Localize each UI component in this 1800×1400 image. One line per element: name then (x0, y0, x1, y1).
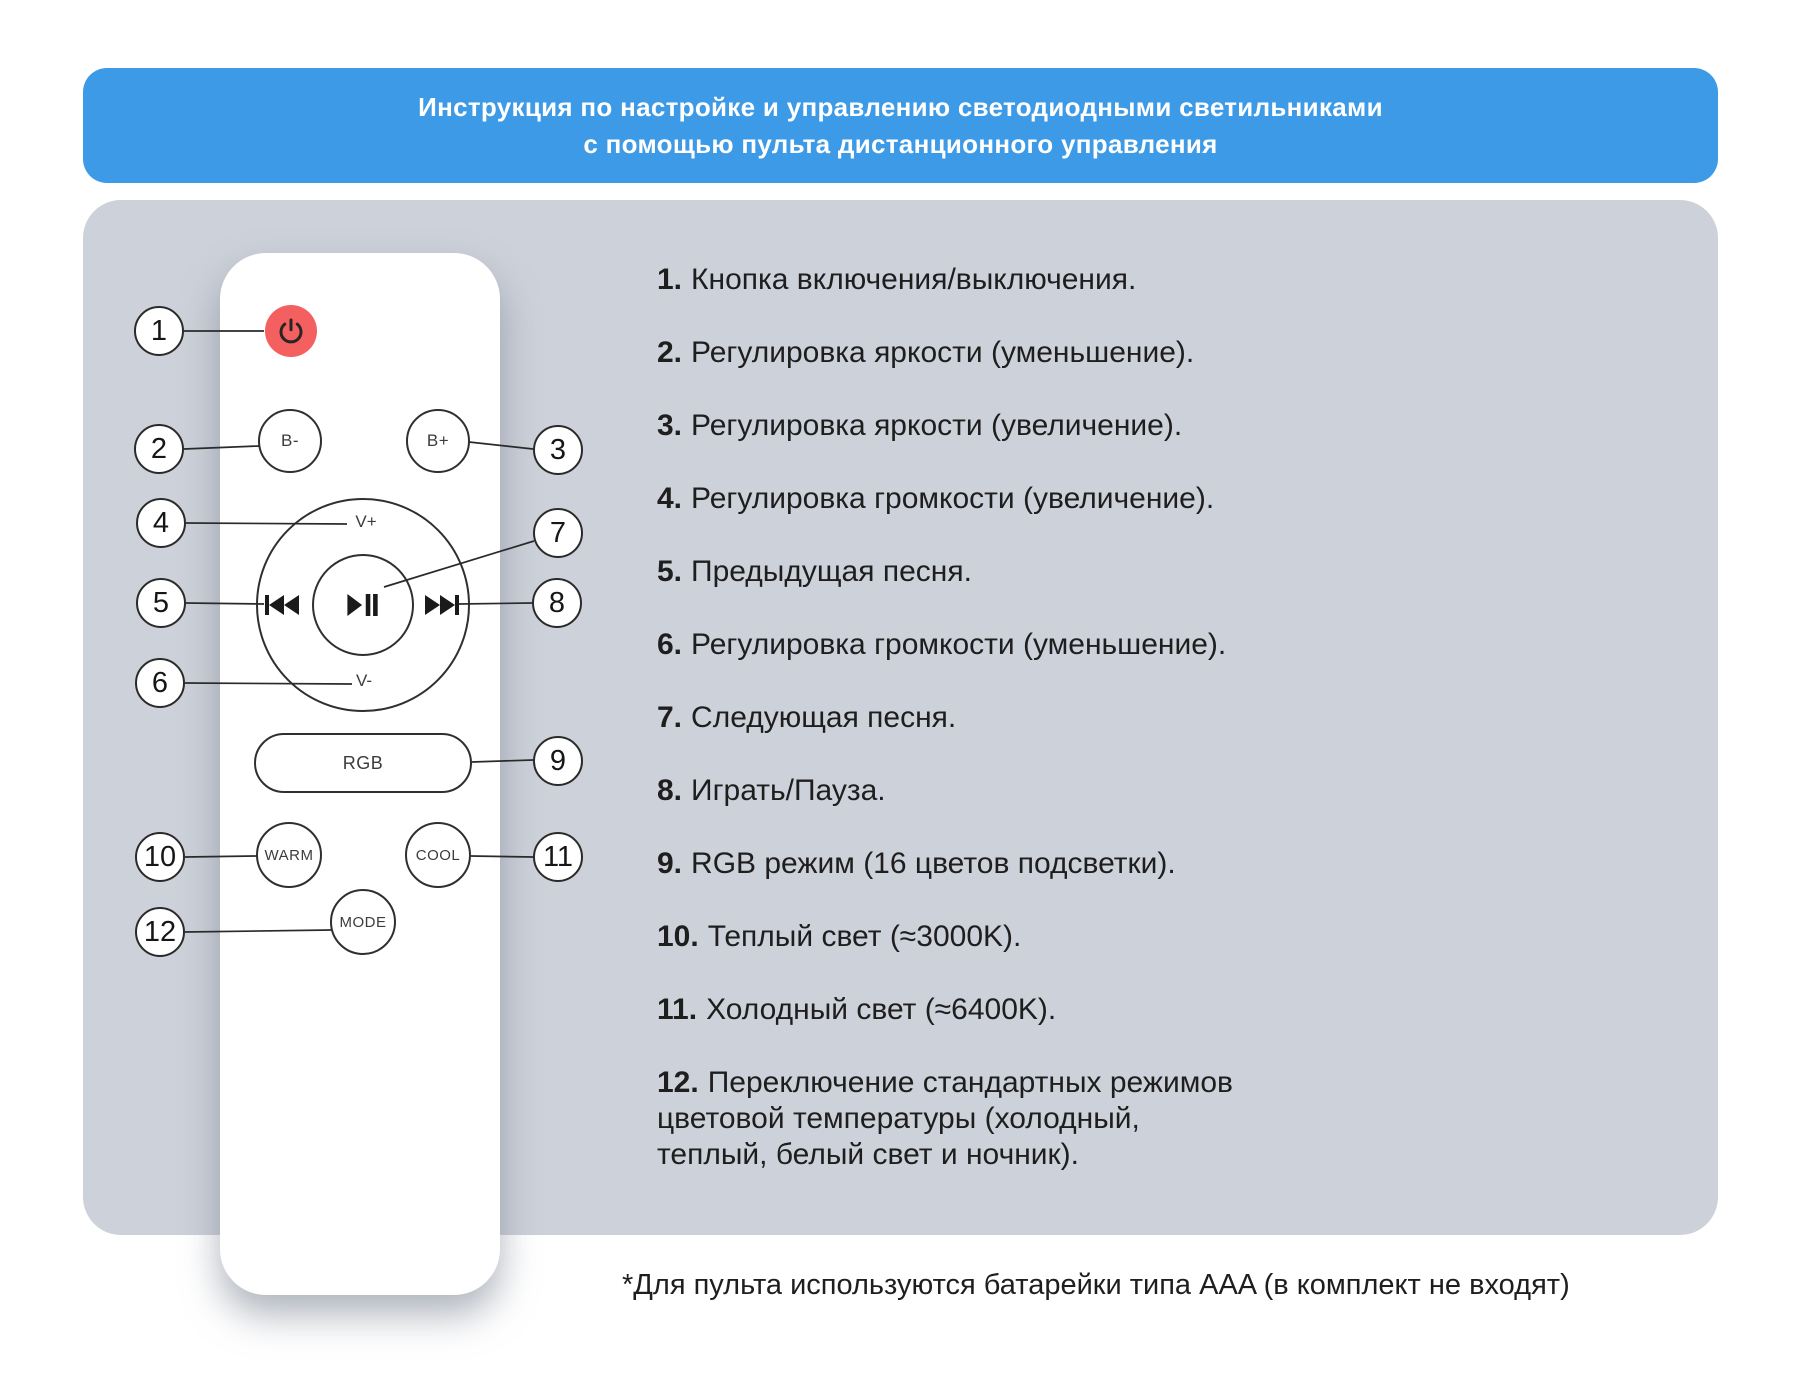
instruction-item (657, 992, 1242, 1028)
title-line-2: с помощью пульта дистанционного управления (583, 128, 1218, 159)
instruction-list (657, 262, 1242, 1173)
callout-3: 3 (533, 425, 583, 475)
cool-label: COOL (415, 846, 461, 864)
title-line-1: Инструкция по настройке и управлению светодиодными светильниками (418, 91, 1383, 122)
brightness-up-label: B+ (426, 431, 450, 450)
callout-4: 4 (136, 498, 186, 548)
callout-6: 6 (135, 658, 185, 708)
instruction-text: Регулировка яркости (увеличение). (691, 409, 1183, 442)
callout-12: 12 (135, 907, 185, 957)
callout-7: 7 (533, 508, 583, 558)
rgb-button (254, 733, 472, 793)
instruction-number: 1. (657, 263, 683, 296)
volume-up-label: V+ (355, 512, 377, 531)
instruction-item (657, 773, 1242, 809)
power-icon (276, 316, 306, 346)
next-track-icon (425, 594, 459, 616)
instruction-item (657, 554, 1242, 590)
callout-2: 2 (134, 424, 184, 474)
title-banner (83, 68, 1718, 183)
power-button (265, 305, 317, 357)
callout-9: 9 (533, 736, 583, 786)
instruction-number: 12. (657, 1066, 699, 1099)
instruction-item (657, 335, 1242, 371)
mode-button (330, 889, 396, 955)
instruction-text: Переключение стандартных режимов цветовой температуры (холодный, теплый, белый свет и ночник). (657, 1066, 1233, 1171)
brightness-down-button (258, 409, 322, 473)
instruction-item (657, 919, 1242, 955)
instruction-item (657, 262, 1242, 298)
instruction-text: Теплый свет (≈3000K). (707, 920, 1022, 953)
instruction-number: 3. (657, 409, 683, 442)
instruction-number: 5. (657, 555, 683, 588)
instruction-number: 2. (657, 336, 683, 369)
instruction-item (657, 1065, 1242, 1173)
instruction-number: 11. (657, 993, 698, 1026)
instruction-text: Регулировка яркости (уменьшение). (691, 336, 1195, 369)
callout-8: 8 (532, 578, 582, 628)
instruction-number: 8. (657, 774, 683, 807)
instruction-text: RGB режим (16 цветов подсветки). (691, 847, 1176, 880)
callout-5: 5 (136, 578, 186, 628)
callout-11: 11 (533, 832, 583, 882)
previous-track-button (265, 594, 299, 616)
instruction-number: 6. (657, 628, 683, 661)
play-pause-button (312, 554, 414, 656)
instruction-item (657, 408, 1242, 444)
instruction-item (657, 700, 1242, 736)
instruction-number: 9. (657, 847, 683, 880)
instruction-number: 7. (657, 701, 683, 734)
brightness-up-button (406, 409, 470, 473)
instruction-item (657, 846, 1242, 882)
callout-10: 10 (135, 832, 185, 882)
brightness-down-label: B- (281, 431, 299, 450)
instruction-text: Регулировка громкости (уменьшение). (691, 628, 1227, 661)
instruction-text: Предыдущая песня. (691, 555, 972, 588)
callout-1: 1 (134, 306, 184, 356)
play-pause-icon (347, 594, 379, 616)
rgb-label: RGB (342, 752, 384, 773)
instruction-number: 4. (657, 482, 683, 515)
instruction-text: Регулировка громкости (увеличение). (691, 482, 1215, 515)
previous-track-icon (265, 594, 299, 616)
instruction-text: Играть/Пауза. (691, 774, 886, 807)
warm-button (256, 822, 322, 888)
next-track-button (425, 594, 459, 616)
volume-down-label: V- (355, 671, 373, 690)
battery-footnote: *Для пульта используются батарейки типа AAA (в комплект не входят) (622, 1269, 1570, 1301)
mode-label: MODE (339, 913, 387, 931)
instruction-item (657, 627, 1242, 663)
cool-button (405, 822, 471, 888)
instruction-number: 10. (657, 920, 699, 953)
instruction-text: Холодный свет (≈6400K). (706, 993, 1057, 1026)
instruction-text: Кнопка включения/выключения. (691, 263, 1137, 296)
instruction-item (657, 481, 1242, 517)
warm-label: WARM (264, 846, 314, 864)
instruction-text: Следующая песня. (691, 701, 957, 734)
